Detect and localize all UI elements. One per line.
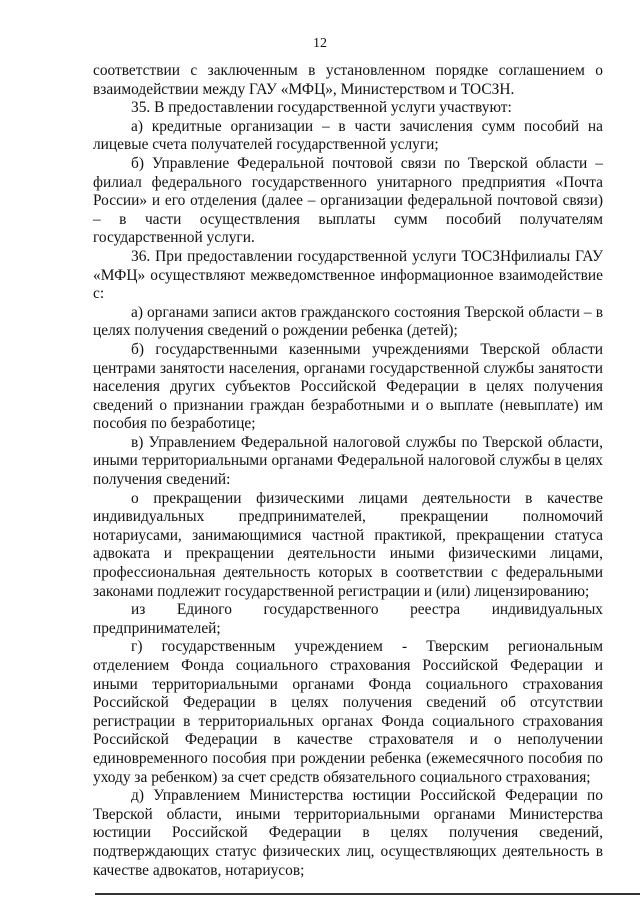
paragraph-continuation: соответствии с заключенным в установленном порядке соглашением о взаимодействии между ГАУ «МФЦ», Министерством и ТОСЗН. (93, 62, 603, 98)
paragraph-35-b: б) Управление Федеральной почтовой связи по Тверской области – филиал федерального государственного унитарного предприятия «Почта России» и его отделения (далее – организации федеральной почтовой связи) – в части осуществления выплаты сумм пособий получателям государственной услуги. (93, 154, 603, 247)
paragraph-36-v-item-2: из Единого государственного реестра индивидуальных предпринимателей; (93, 601, 603, 637)
scan-edge-line (95, 893, 640, 895)
document-body (93, 62, 603, 880)
page-number: 12 (313, 36, 327, 51)
paragraph-35: 35. В предоставлении государственной услуги участвуют: (131, 99, 512, 117)
paragraph-36-g: г) государственным учреждением - Тверским региональным отделением Фонда социального страхования Российской Федерации и иными территориальными органами Фонда социального страхования Российской Федерации в целях получения сведений об отсутствии регистрации в территориальных органах Фонда социального страхования Российской Федерации в качестве страхователя и о неполучении единовременного пособия при рождении ребенка (ежемесячного пособия по уходу за ребенком) за счет средств обязательного социального страхования; (93, 638, 603, 786)
paragraph-36: 36. При предоставлении государственной услуги ТОСЗНфилиалы ГАУ «МФЦ» осуществляют межведомственное информационное взаимодействие с: (93, 247, 603, 303)
paragraph-35-a: а) кредитные организации – в части зачисления сумм пособий на лицевые счета получателей государственной услуги; (93, 117, 603, 154)
paragraph-36-d: д) Управлением Министерства юстиции Российской Федерации по Тверской области, иными территориальными органами Министерства юстиции Российской Федерации в целях получения сведений, подтверждающих статус физических лиц, осуществляющих деятельность в качестве адвокатов, нотариусов; (93, 787, 603, 879)
paragraph-36-a: а) органами записи актов гражданского состояния Тверской области – в целях получения сведений о рождении ребенка (детей); (93, 303, 603, 340)
paragraph-36-b: б) государственными казенными учреждениями Тверской области центрами занятости населения, органами государственной службы занятости населения других субъектов Российской Федерации в целях получения сведений о признании граждан безработными и о выплате (невыплате) им пособия по безработице; (93, 340, 603, 433)
paragraph-36-v-item-1: о прекращении физическими лицами деятельности в качестве индивидуальных предпринимателей, прекращении полномочий нотариусами, занимающимися частной практикой, прекращении статуса адвоката и прекращении деятельности иными физическими лицами, профессиональная деятельность которых в соответствии с федеральными законами подлежит государственной регистрации и (или) лицензированию; (93, 489, 603, 600)
paragraph-36-v: в) Управлением Федеральной налоговой службы по Тверской области, иными территориальными органами Федеральной налоговой службы в целях получения сведений: (93, 433, 603, 489)
